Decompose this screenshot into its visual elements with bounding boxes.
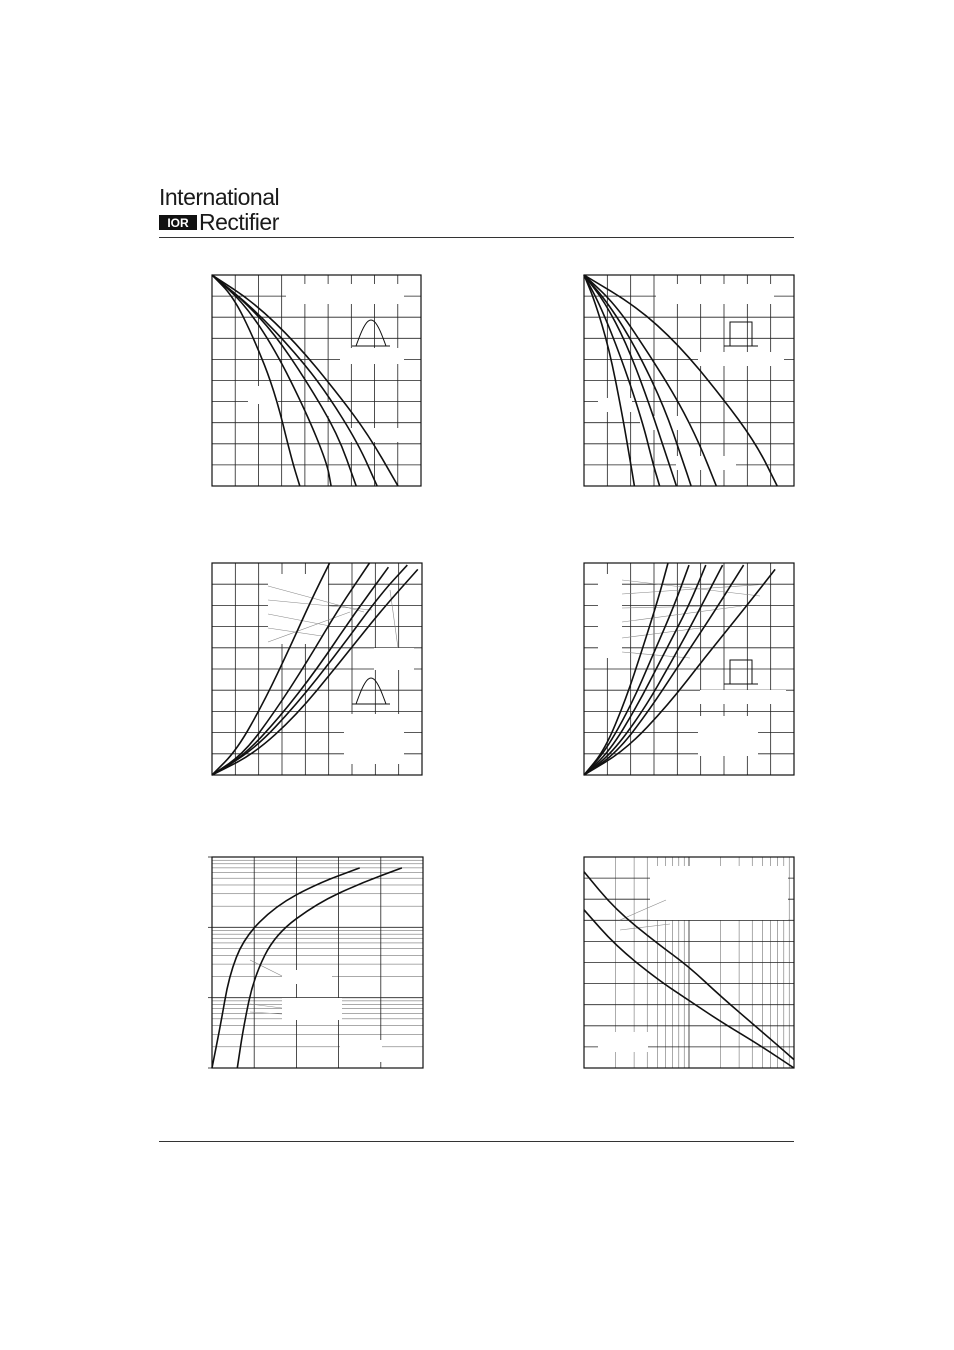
- series-line-2: [237, 868, 402, 1068]
- chart-bottom-right: [584, 857, 794, 1068]
- annotation-area: [700, 690, 786, 704]
- annotation-area: [598, 574, 622, 658]
- pulse-rect: [730, 322, 752, 346]
- chart-top-right: [584, 275, 794, 486]
- sine-wave-icon: [352, 320, 390, 346]
- leader-line: [622, 652, 690, 658]
- annotation-area: [656, 284, 774, 304]
- leader-line: [620, 924, 670, 930]
- annotation-area: [282, 998, 342, 1020]
- leader-line: [622, 580, 760, 596]
- brand-name-rectifier: Rectifier: [199, 208, 279, 235]
- annotation-area: [374, 648, 414, 670]
- annotation-area: [598, 398, 632, 412]
- pulse-icon: [724, 660, 758, 684]
- annotation-area: [282, 970, 332, 984]
- plot-frame: [212, 857, 423, 1068]
- annotation-area: [286, 284, 404, 304]
- sine-curve: [356, 678, 386, 704]
- sine-wave-icon: [352, 678, 390, 704]
- annotation-area: [598, 1032, 648, 1052]
- chart-middle-left: [212, 563, 422, 775]
- chart-top-left: [212, 275, 421, 486]
- annotation-area: [698, 352, 784, 366]
- chart-middle-right: [584, 563, 794, 775]
- annotation-area: [698, 716, 758, 756]
- logo-text: IOR: [167, 216, 189, 230]
- chart-bottom-left: [208, 857, 423, 1068]
- pulse-rect: [730, 660, 752, 684]
- sine-curve: [356, 320, 386, 346]
- leader-line: [622, 606, 720, 608]
- brand-name-international: International: [159, 184, 280, 210]
- annotation-area: [650, 866, 788, 920]
- annotation-area: [340, 1040, 382, 1062]
- series-line-1: [212, 868, 360, 1068]
- pulse-icon: [724, 322, 758, 346]
- annotation-area: [350, 428, 410, 442]
- leader-line: [250, 960, 282, 976]
- leader-line: [250, 1012, 282, 1014]
- annotation-area: [340, 348, 404, 364]
- annotation-area: [640, 416, 690, 430]
- annotation-area: [344, 714, 404, 764]
